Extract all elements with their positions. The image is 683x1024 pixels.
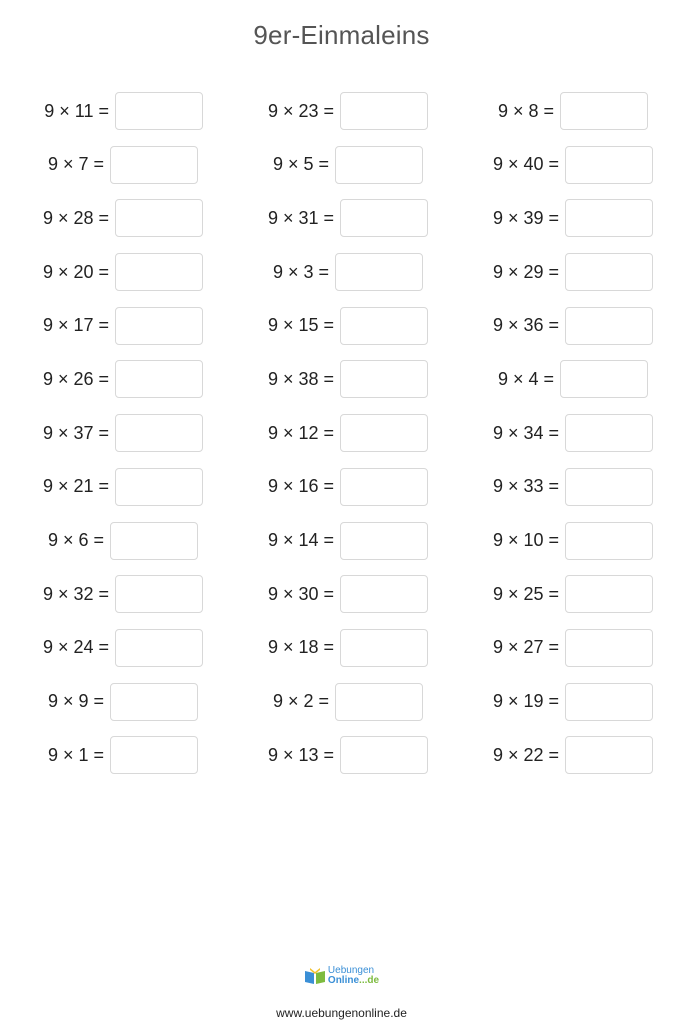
exercise-cell [450,628,675,668]
equation-label: 9 × 27 = [492,637,559,658]
exercise-cell [225,198,450,238]
answer-input[interactable] [335,146,423,184]
exercise-cell [0,91,225,131]
exercise-row [0,413,683,467]
logo-wrap [304,966,379,986]
exercise-item [43,252,203,292]
exercise-cell [450,413,675,453]
exercise-item [43,467,203,507]
exercise-cell [0,359,225,399]
answer-input[interactable] [565,146,653,184]
exercise-cell [225,413,450,453]
exercise-item [273,252,423,292]
exercise-row [0,467,683,521]
equation-label: 9 × 10 = [492,530,559,550]
answer-input[interactable] [115,414,203,452]
exercise-cell [0,735,225,775]
equation-label: 9 × 15 = [267,315,334,336]
equation-label: 9 × 5 = [272,154,329,175]
equation-label: 9 × 30 = [267,583,334,604]
exercise-cell [0,198,225,238]
exercise-item [498,91,648,131]
exercise-cell [225,359,450,399]
answer-input[interactable] [110,146,198,184]
exercise-item [43,628,203,668]
exercise-cell [0,306,225,346]
exercise-grid [0,91,683,789]
equation-label: 9 × 19 = [492,691,559,712]
equation-label: 9 × 12 = [267,422,334,443]
equation-label: 9 × 26 = [42,368,109,389]
exercise-cell [225,521,450,561]
exercise-item [493,682,653,722]
exercise-item [268,198,428,238]
equation-label: 9 × 24 = [42,637,109,658]
exercise-cell [225,735,450,775]
exercise-item [43,198,203,238]
exercise-cell [450,735,675,775]
exercise-item [493,735,653,775]
exercise-row [0,252,683,306]
answer-input[interactable] [115,253,203,291]
exercise-item [493,306,653,346]
answer-input[interactable] [340,199,428,237]
exercise-item [273,682,423,722]
exercise-cell [450,359,675,399]
exercise-cell [450,306,675,346]
answer-input[interactable] [110,683,198,721]
logo-online: Online [327,975,360,986]
equation-label: 9 × 4 = [497,368,554,389]
exercise-item [268,413,428,453]
equation-label: 9 × 18 = [267,637,334,658]
answer-input[interactable] [115,468,203,506]
equation-label: 9 × 6 = [47,530,104,550]
exercise-cell [225,306,450,346]
answer-input[interactable] [115,575,203,613]
exercise-cell [225,628,450,668]
exercise-cell [225,574,450,614]
book-icon [304,967,326,985]
logo-top-text: Uebungen [327,965,375,976]
answer-input[interactable] [340,629,428,667]
answer-input[interactable] [115,360,203,398]
exercise-item [268,521,428,561]
site-logo [0,966,683,986]
exercise-item [268,306,428,346]
equation-label: 9 × 16 = [267,476,334,497]
exercise-row [0,306,683,360]
exercise-item [268,467,428,507]
equation-label: 9 × 22 = [492,744,559,765]
equation-label: 9 × 3 = [272,261,329,282]
equation-label: 9 × 39 = [492,207,559,228]
answer-input[interactable] [560,92,648,130]
equation-label: 9 × 36 = [492,315,559,336]
exercise-row [0,145,683,199]
exercise-row [0,574,683,628]
equation-label: 9 × 1 = [47,744,104,765]
exercise-cell [225,145,450,185]
equation-label: 9 × 21 = [42,476,109,497]
answer-input[interactable] [560,360,648,398]
answer-input[interactable] [110,522,198,560]
exercise-item [48,682,198,722]
equation-label: 9 × 32 = [42,583,109,604]
answer-input[interactable] [110,736,198,774]
answer-input[interactable] [565,199,653,237]
answer-input[interactable] [115,629,203,667]
answer-input[interactable] [565,683,653,721]
exercise-row [0,628,683,682]
exercise-item [493,467,653,507]
exercise-item [273,145,423,185]
answer-input[interactable] [565,468,653,506]
answer-input[interactable] [340,307,428,345]
equation-label: 9 × 14 = [267,530,334,550]
exercise-item [43,574,203,614]
exercise-item [48,735,198,775]
exercise-cell [450,252,675,292]
answer-input[interactable] [565,414,653,452]
exercise-cell [225,682,450,722]
answer-input[interactable] [115,92,203,130]
answer-input[interactable] [565,575,653,613]
exercise-item [43,359,203,399]
exercise-row [0,91,683,145]
exercise-cell [450,682,675,722]
logo-text [328,966,379,986]
exercise-item [48,521,198,561]
equation-label: 9 × 17 = [42,315,109,336]
equation-label: 9 × 8 = [497,100,554,121]
exercise-cell [225,252,450,292]
exercise-cell [450,198,675,238]
equation-label: 9 × 33 = [492,476,559,497]
equation-label: 9 × 2 = [272,691,329,712]
equation-label: 9 × 23 = [267,100,334,121]
exercise-item [268,735,428,775]
exercise-item [493,413,653,453]
answer-input[interactable] [565,307,653,345]
equation-label: 9 × 37 = [42,422,109,443]
exercise-item [493,252,653,292]
exercise-item [268,359,428,399]
equation-label: 9 × 28 = [42,207,109,228]
answer-input[interactable] [340,522,428,560]
exercise-row [0,682,683,736]
equation-label: 9 × 31 = [267,207,334,228]
exercise-item [268,574,428,614]
answer-input[interactable] [335,253,423,291]
answer-input[interactable] [340,414,428,452]
exercise-cell [225,91,450,131]
exercise-item [493,145,653,185]
exercise-cell [450,91,675,131]
page-title: 9er-Einmaleins [253,20,430,50]
exercise-cell [450,574,675,614]
logo-bottom-text [328,976,379,986]
exercise-cell [0,467,225,507]
footer-url: www.uebungenonline.de [276,1006,407,1020]
exercise-cell [0,521,225,561]
exercise-item [44,91,203,131]
answer-input[interactable] [340,575,428,613]
exercise-item [268,91,428,131]
exercise-item [498,359,648,399]
answer-input[interactable] [340,468,428,506]
answer-input[interactable] [565,736,653,774]
equation-label: 9 × 20 = [42,261,109,282]
answer-input[interactable] [340,360,428,398]
exercise-item [43,413,203,453]
answer-input[interactable] [335,683,423,721]
answer-input[interactable] [565,629,653,667]
equation-label: 9 × 38 = [267,368,334,389]
exercise-row [0,735,683,789]
exercise-cell [0,628,225,668]
answer-input[interactable] [340,92,428,130]
equation-label: 9 × 9 = [47,691,104,712]
exercise-cell [225,467,450,507]
exercise-cell [0,574,225,614]
equation-label: 9 × 7 = [47,154,104,175]
equation-label: 9 × 25 = [492,583,559,604]
answer-input[interactable] [565,253,653,291]
exercise-cell [450,521,675,561]
exercise-item [493,628,653,668]
exercise-item [493,198,653,238]
answer-input[interactable] [565,522,653,560]
equation-label: 9 × 40 = [492,154,559,175]
exercise-item [43,306,203,346]
exercise-item [48,145,198,185]
exercise-item [493,521,653,561]
exercise-item [268,628,428,668]
exercise-row [0,521,683,575]
exercise-row [0,359,683,413]
exercise-cell [0,413,225,453]
answer-input[interactable] [115,307,203,345]
exercise-item [493,574,653,614]
equation-label: 9 × 13 = [267,744,334,765]
answer-input[interactable] [115,199,203,237]
equation-label: 9 × 29 = [492,261,559,282]
equation-label: 9 × 11 = [44,100,109,121]
exercise-cell [450,145,675,185]
exercise-row [0,198,683,252]
exercise-cell [0,682,225,722]
exercise-cell [450,467,675,507]
exercise-cell [0,252,225,292]
equation-label: 9 × 34 = [492,422,559,443]
exercise-cell [0,145,225,185]
answer-input[interactable] [340,736,428,774]
logo-dots: ... [359,975,368,986]
logo-tld: de [367,975,380,986]
